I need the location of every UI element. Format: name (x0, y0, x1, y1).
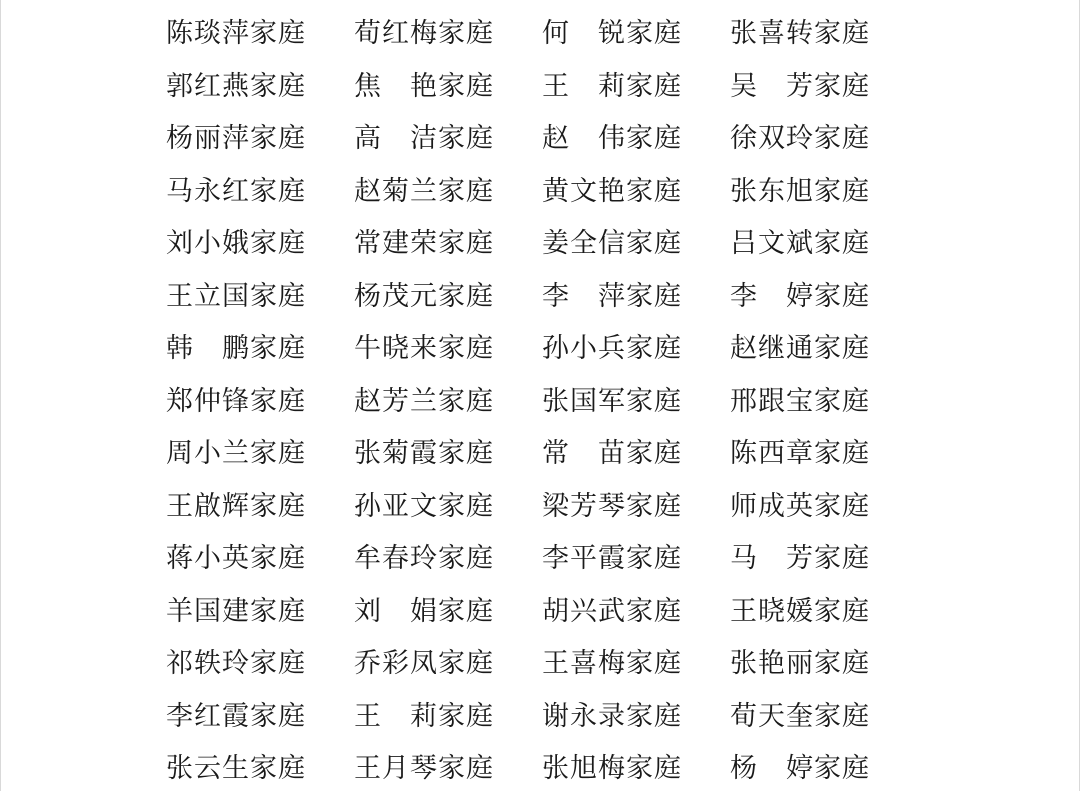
family-name-cell: 姜全信家庭 (542, 228, 682, 259)
family-name-cell: 张国军家庭 (542, 385, 682, 417)
family-name-cell: 赵继通家庭 (730, 333, 870, 364)
family-name-cell: 吴 芳家庭 (730, 70, 870, 102)
family-name-cell: 张云生家庭 (166, 753, 306, 784)
family-name-cell: 焦 艳家庭 (354, 70, 494, 102)
family-name-cell: 羊国建家庭 (166, 595, 306, 627)
family-name-cell: 祁轶玲家庭 (166, 648, 306, 679)
family-name-cell: 马 芳家庭 (730, 543, 870, 574)
family-name-cell: 常 苗家庭 (542, 438, 682, 469)
family-name-cell: 赵芳兰家庭 (354, 385, 494, 417)
family-name-cell: 常建荣家庭 (354, 228, 494, 259)
family-name-cell: 张东旭家庭 (730, 175, 870, 207)
family-name-cell: 孙亚文家庭 (354, 490, 494, 522)
family-name-cell: 李 婷家庭 (730, 280, 870, 312)
family-name-cell: 牟春玲家庭 (354, 543, 494, 574)
family-name-cell: 赵 伟家庭 (542, 123, 682, 154)
family-name-cell: 张喜转家庭 (730, 18, 870, 49)
family-name-cell: 何 锐家庭 (542, 18, 682, 49)
family-name-cell: 张菊霞家庭 (354, 438, 494, 469)
family-name-cell: 谢永录家庭 (542, 700, 682, 732)
family-name-cell: 师成英家庭 (730, 490, 870, 522)
family-name-cell: 徐双玲家庭 (730, 123, 870, 154)
family-name-cell: 孙小兵家庭 (542, 333, 682, 364)
family-name-cell: 王月琴家庭 (354, 753, 494, 784)
family-name-cell: 王啟辉家庭 (166, 490, 306, 522)
family-name-cell: 杨丽萍家庭 (166, 123, 306, 154)
family-name-cell: 邢跟宝家庭 (730, 385, 870, 417)
family-name-cell: 马永红家庭 (166, 175, 306, 207)
family-name-cell: 黄文艳家庭 (542, 175, 682, 207)
family-name-cell: 李平霞家庭 (542, 543, 682, 574)
family-name-cell: 韩 鹏家庭 (166, 333, 306, 364)
family-name-cell: 刘 娟家庭 (354, 595, 494, 627)
family-name-cell: 王 莉家庭 (354, 700, 494, 732)
family-name-cell: 陈西章家庭 (730, 438, 870, 469)
family-name-cell: 胡兴武家庭 (542, 595, 682, 627)
family-name-cell: 王喜梅家庭 (542, 648, 682, 679)
family-name-cell: 吕文斌家庭 (730, 228, 870, 259)
family-name-cell: 梁芳琴家庭 (542, 490, 682, 522)
family-name-cell: 赵菊兰家庭 (354, 175, 494, 207)
family-name-cell: 陈琰萍家庭 (166, 18, 306, 49)
family-name-cell: 牛晓来家庭 (354, 333, 494, 364)
family-name-cell: 荀红梅家庭 (354, 18, 494, 49)
family-name-cell: 杨 婷家庭 (730, 753, 870, 784)
family-name-cell: 乔彩凤家庭 (354, 648, 494, 679)
family-name-cell: 张艳丽家庭 (730, 648, 870, 679)
family-name-cell: 周小兰家庭 (166, 438, 306, 469)
family-name-cell: 杨茂元家庭 (354, 280, 494, 312)
family-name-cell: 蒋小英家庭 (166, 543, 306, 574)
family-name-grid (166, 8, 918, 796)
family-name-cell: 荀天奎家庭 (730, 700, 870, 732)
family-name-cell: 刘小娥家庭 (166, 228, 306, 259)
family-name-cell: 王 莉家庭 (542, 70, 682, 102)
family-name-cell: 郭红燕家庭 (166, 70, 306, 102)
family-name-cell: 王立国家庭 (166, 280, 306, 312)
family-name-cell: 李 萍家庭 (542, 280, 682, 312)
family-name-cell: 高 洁家庭 (354, 123, 494, 154)
family-name-cell: 张旭梅家庭 (542, 753, 682, 784)
family-name-cell: 李红霞家庭 (166, 700, 306, 732)
family-name-cell: 郑仲锋家庭 (166, 385, 306, 417)
family-name-cell: 王晓媛家庭 (730, 595, 870, 627)
